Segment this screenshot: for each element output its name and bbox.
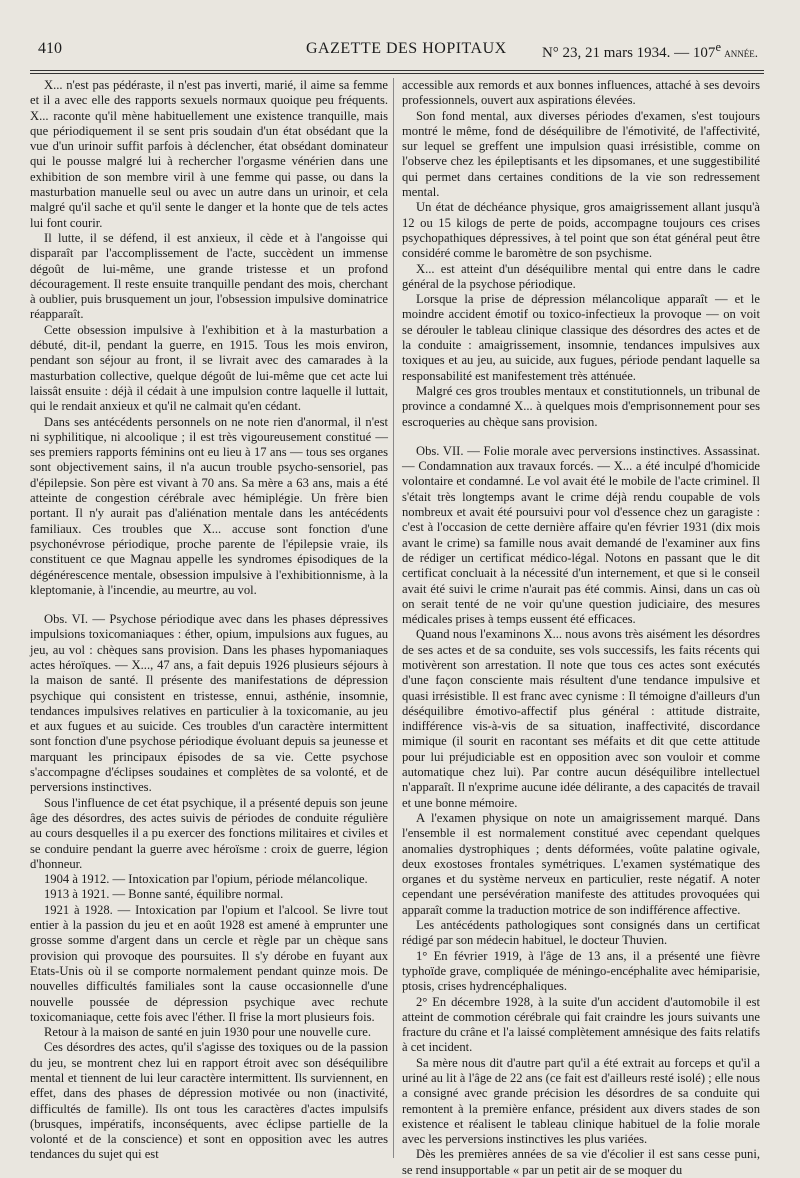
issue-sup: e: [715, 40, 721, 54]
paragraph: 1° En février 1919, à l'âge de 13 ans, il a présenté une fièvre typhoïde grave, compliquée de méningo-encéphalite avec hémiparisie, ptosis, crises hydrencéphaliques.: [402, 948, 760, 994]
paragraph: 2° En décembre 1928, à la suite d'un accident d'automobile il est atteint de commotion cérébrale qui fait craindre les jours suivants une fracture du crâne et l'a laissé complètement amnésique des faits relatifs à cet incident.: [402, 994, 760, 1055]
column-divider: [393, 78, 394, 1158]
header-rule: [30, 70, 764, 71]
paragraph: A l'examen physique on note un amaigrissement marqué. Dans l'ensemble il est normalement constitué avec cependant quelques anomalies dystrophiques ; dents déformées, voûte palatine ogivale, deux exostoses frontales symétriques. L'examen systématique des organes et du système nerveux en particulier, reste négatif. A noter cependant une persévération manifeste des attitudes provoquées qui apparaît comme la traduction motrice de son indifférence affective.: [402, 810, 760, 917]
paragraph: Lorsque la prise de dépression mélancolique apparaît — et le moindre accident émotif ou toxico-infectieux la provoque — on voit se dérouler le tableau clinique classique des désordres des actes et de la conduite : amaigrissement, insomnie, tendances impulsives aux toxiques et au jeu, au suicide, aux fugues, période pendant laquelle sa responsabilité est manifestement très atténuée.: [402, 292, 760, 383]
paragraph: X... est atteint d'un déséquilibre mental qui entre dans le cadre général de la psychose périodique.: [402, 261, 760, 291]
paragraph: Sa mère nous dit d'autre part qu'il a été extrait au forceps et qu'il a uriné au lit à l'âge de 22 ans (ce fait est d'ailleurs resté isolé) ; elle nous a consigné avec grande précision les désordres de sa conduite qui remontent à la première enfance, président aux divers stades de son existence et réalisent le tableau clinique habituel de la folie morale avec les perversions instinctives les plus variées.: [402, 1055, 760, 1147]
paragraph: Quand nous l'examinons X... nous avons très aisément les désordres de ses actes et de sa conduite, ses vols successifs, les faits récents qui motivèrent son arrestation. Il note que tous ces actes sont exécutés d'une façon consciente mais résultent d'une tendance impulsive et quasi irrésistible. Il est franc avec cynisme : Il témoigne d'ailleurs d'un déséquilibre émotivo-affectif plus général : attitude distraite, indifférence vis-à-vis de sa situation, inaffectivité, discordance mimique (il sourit en racontant ses méfaits et dit que cette attitude pour lui préjudiciable est en opposition avec son vouloir et comme automatique chez lui). Par contre aucun déséquilibre intellectuel n'apparaît. Il n'exprime aucune idée délirante, a des capacités de travail et une bonne mémoire.: [402, 627, 760, 810]
paragraph: Sous l'influence de cet état psychique, il a présenté depuis son jeune âge des désordres, des actes suivis de périodes de conduite régulière au cours desquelles il a pu exercer des fonctions militaires et civiles et se conduire pendant la guerre avec héroïsme : croix de guerre, légion d'honneur.: [30, 795, 388, 871]
right-column: [402, 78, 760, 1177]
header-rule-second: [30, 73, 764, 74]
paragraph: Les antécédents pathologiques sont consignés dans un certificat rédigé par son médecin habituel, le docteur Thuvien.: [402, 918, 760, 948]
paragraph: Cette obsession impulsive à l'exhibition et à la masturbation a débuté, dit-il, pendant la guerre, en 1915. Tous les mois environ, pendant son séjour au front, il se livrait avec des camarades à la masturbation collective, quelque dégoût de lui-même que cet acte lui laissât ensuite : déjà il cédait à une impulsion contre laquelle il luttait, qui le rendait anxieux et qu'il ne calmait qu'en cédant.: [30, 322, 388, 414]
paragraph: 1921 à 1928. — Intoxication par l'opium et l'alcool. Se livre tout entier à la passion du jeu et en août 1928 est amené à emprunter une grosse somme d'argent dans un cercle et règle par un chèque sans provision qui provoque des poursuites. Il s'y dérobe en fuyant aux Etats-Unis où il se comporte normalement pendant quinze mois. De nouvelles difficultés familiales sont la cause occasionnelle d'une nouvelle poussée de dépression psychique avec rechute toxicomaniaque, cette fois avec l'éther. Il frise la mort plusieurs fois.: [30, 902, 388, 1024]
observation-heading-paragraph: Obs. VI. — Psychose périodique avec dans les phases dépressives impulsions toxicomaniaques : éther, opium, impulsions aux fugues, au jeu, au vol : chèques sans provision. Dans les phases hypomaniaques actes héroïques. — X..., 47 ans, a fait depuis 1926 plusieurs séjours à la maison de santé. Il présente des manifestations de dépression psychique qui consistent en tristesse, ennui, asthénie, insomnie, tendances impulsives relatives en particulier à la toxicomanie, au jeu et aux fugues et au suicide. Ces troubles d'un caractère intermittent sont fonction d'une psychose périodique évoluant depuis sa jeunesse et marquant les principaux épisodes de sa vie. Cette psychose s'accompagne d'éclipses soudaines et complètes de sa volonté, et de perversions instinctives.: [30, 612, 388, 795]
paragraph: X... n'est pas pédéraste, il n'est pas inverti, marié, il aime sa femme et il a avec elle des rapports sexuels normaux quoique peu fréquents. X... raconte qu'il mène habituellement une existence tranquille, mais que périodiquement il se sent pris soudain d'un état obsédant que la vue d'un urinoir suffit parfois à déclencher, état obsédant dominateur qui le pousse malgré lui à rechercher l'orgasme vénérien dans une exhibition de son membre viril à une femme qui passe, ou dans la masturbation manuelle seul ou avec un autre dans un urinoir, et cela malgré qu'il sache et qu'il sente le danger et la honte que de tels actes lui font courir.: [30, 78, 388, 230]
journal-title: GAZETTE DES HOPITAUX: [306, 40, 507, 57]
paragraph: 1913 à 1921. — Bonne santé, équilibre normal.: [44, 887, 284, 902]
paragraph: Malgré ces gros troubles mentaux et constitutionnels, un tribunal de province a condamné X... à quelques mois d'emprisonnement pour ses escroqueries au chèque sans provision.: [402, 383, 760, 429]
paragraph: Dès les premières années de sa vie d'écolier il est sans cesse puni, se rend insupportable « par un petit air de se moquer du: [402, 1147, 760, 1177]
left-column: [30, 78, 388, 1162]
page-header: [38, 40, 758, 70]
paragraph: Son fond mental, aux diverses périodes d'examen, s'est toujours montré le même, fond de déséquilibre de l'émotivité, de l'affectivité, sur lequel se greffent une impulsion quasi irrésistible, comme on l'observe chez les épileptisants et les dipsomanes, et une suggestibilité qui permet dans certaines conditions de la vie son redressement mental.: [402, 108, 760, 200]
issue-main: N° 23, 21 mars 1934. — 107: [541, 45, 716, 61]
observation-heading-paragraph: Obs. VII. — Folie morale avec perversions instinctives. Assassinat. — Condamnation aux travaux forcés. — X... a été inculpé d'homicide volontaire et condamné. Le vol avait été le mobile de l'acte criminel. Il s'était très longtemps avant le crime déjà rendu coupable de vols nombreux et avait été poursuivi pour vol d'essence chez un garagiste : c'est à l'occasion de cette dernière affaire qu'en février 1931 (dix mois avant le crime) sa famille nous avait demandé de l'examiner aux fins de rédiger un certificat médico-légal. Notons en passant que le dit certificat concluait à la nécessité d'un internement, et que si le conseil avait été suivi le crime n'aurait pas été commis. Ainsi, dans un cas où on serait tenté de ne voir qu'une question judiciaire, des mesures médicales prises à temps eussent été efficaces.: [402, 443, 760, 627]
paragraph: Ces désordres des actes, qu'il s'agisse des toxiques ou de la passion du jeu, se montrent chez lui en rapport étroit avec son déséquilibre mental et tiennent de lui leur caractère intermittent. Ils surviennent, en effet, dans des phases de dépression motivée ou non (inactivité, difficultés de famille). Ils ont tous les caractères d'actes impulsifs (brusques, impératifs, inconséquents, avec éclipse partielle de la volonté et de la conscience) et sont en opposition avec les autres tendances du sujet qui est: [30, 1040, 388, 1162]
paragraph: Retour à la maison de santé en juin 1930 pour une nouvelle cure.: [44, 1025, 371, 1040]
paragraph: 1904 à 1912. — Intoxication par l'opium, période mélancolique.: [44, 872, 368, 887]
paragraph: Il lutte, il se défend, il est anxieux, il cède et à l'angoisse qui disparaît par l'accomplissement de l'acte, succèdent un immense dégoût de lui-même, une grande tristesse et un profond découragement. Il reste ensuite tranquille pendant des mois, cherchant à oublier, puis brusquement un jour, l'obsession impulsive dominatrice réapparaît.: [30, 230, 388, 322]
paragraph: Dans ses antécédents personnels on ne note rien d'anormal, il n'est ni syphilitique, ni alcoolique ; il est très vigoureusement constitué — ses premiers rapports féminins ont eu lieu à 17 ans — tous ses organes sont objectivement sains, il n'a aucun trouble psycho-sensoriel, pas d'épilepsie. Son père est vivant à 70 ans. Sa mère a 63 ans, mais a été atteinte de congestion cérébrale avec hémiplégie. Un frère bien portant. Il n'y aurait pas d'aliénation mentale dans les antécédents familiaux. Ces troubles que X... accuse sont fonction d'une psychonévrose périodique, proche parente de l'épilepsie vraie, ils constituent ce que Magnau appelle les syndromes épisodiques de la dégénérescence mentale, obsession impulsive à l'exhibitionnisme, à la kleptomanie, à l'incendie, au meurtre, au vol.: [30, 414, 388, 597]
paragraph: accessible aux remords et aux bonnes influences, attaché à ses devoirs professionnels, ouvert aux aspirations élevées.: [402, 78, 760, 108]
issue-tail: année.: [721, 45, 758, 60]
paragraph: Un état de déchéance physique, gros amaigrissement allant jusqu'à 12 ou 15 kilogs de perte de poids, accompagne toujours ces crises psychopathiques dépressives, à tel point que son état général peut être considéré comme le baromètre de son psychisme.: [402, 200, 760, 261]
issue-info: [542, 40, 758, 62]
page-number: 410: [38, 40, 62, 57]
